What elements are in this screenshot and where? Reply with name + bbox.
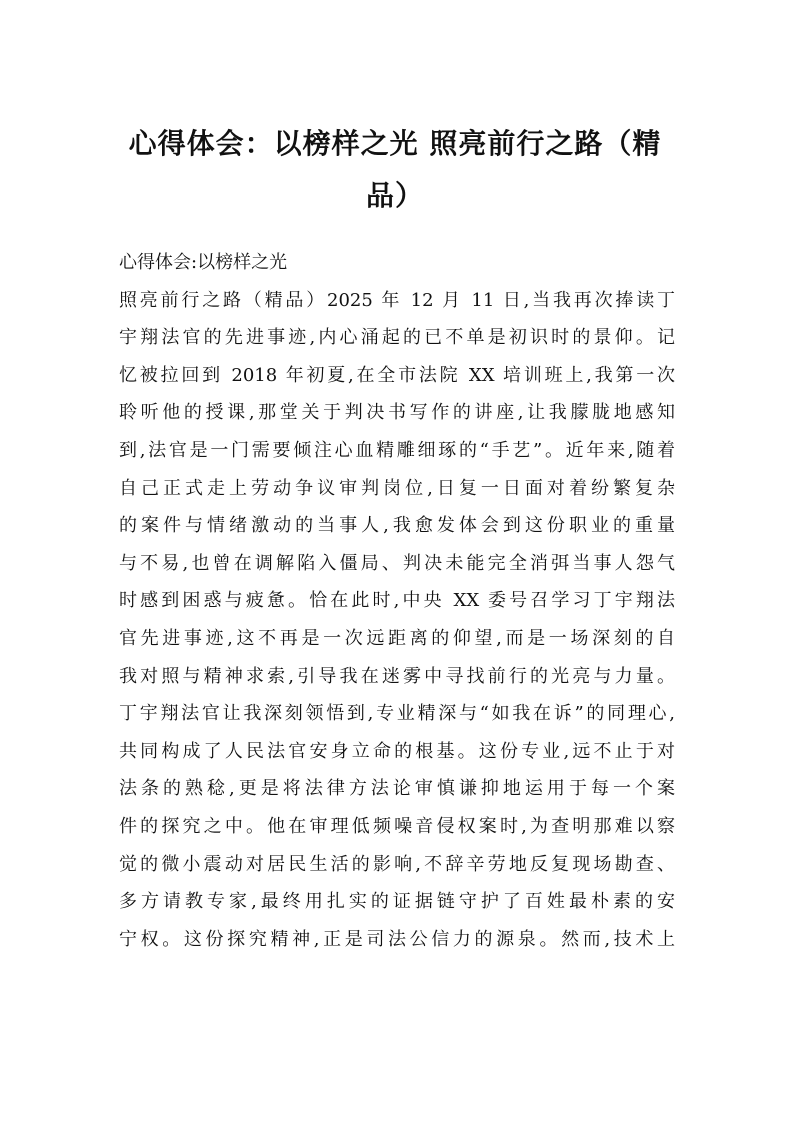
- body-line: 宁权。这份探究精神,正是司法公信力的源泉。然而,技术上: [119, 928, 675, 950]
- body-line: 心得体会:以榜样之光: [119, 252, 288, 273]
- body-line: 聆听他的授课,那堂关于判决书写作的讲座,让我朦胧地感知: [119, 402, 675, 424]
- body-line: 到,法官是一门需要倾注心血精雕细琢的“手艺”。近年来,随着: [119, 439, 675, 461]
- document-body: [119, 244, 675, 958]
- body-line: 共同构成了人民法官安身立命的根基。这份专业,远不止于对: [119, 740, 675, 762]
- body-line: 觉的微小震动对居民生活的影响,不辞辛劳地反复现场勘查、: [119, 853, 675, 875]
- document-title: 心得体会：以榜样之光 照亮前行之路（精品）: [128, 127, 662, 212]
- body-line: 官先进事迹,这不再是一次远距离的仰望,而是一场深刻的自: [119, 627, 675, 649]
- body-line: 自己正式走上劳动争议审判岗位,日复一日面对着纷繁复杂: [119, 477, 675, 499]
- body-line: 忆被拉回到 2018 年初夏,在全市法院 XX 培训班上,我第一次: [119, 364, 675, 386]
- body-line: 照亮前行之路（精品）2025 年 12 月 11 日,当我再次捧读丁: [119, 289, 675, 311]
- body-line: 件的探究之中。他在审理低频噪音侵权案时,为查明那难以察: [119, 815, 675, 837]
- body-line: 丁宇翔法官让我深刻领悟到,专业精深与“如我在诉”的同理心,: [119, 703, 675, 725]
- body-line: 我对照与精神求索,引导我在迷雾中寻找前行的光亮与力量。: [119, 665, 675, 687]
- body-line: 法条的熟稔,更是将法律方法论审慎谦抑地运用于每一个案: [119, 778, 675, 800]
- body-line: 宇翔法官的先进事迹,内心涌起的已不单是初识时的景仰。记: [119, 327, 675, 349]
- body-line: 多方请教专家,最终用扎实的证据链守护了百姓最朴素的安: [119, 891, 675, 913]
- body-line: 时感到困惑与疲惫。恰在此时,中央 XX 委号召学习丁宇翔法: [119, 590, 675, 612]
- body-line: 与不易,也曾在调解陷入僵局、判决未能完全消弭当事人怨气: [119, 552, 675, 574]
- body-line: 的案件与情绪激动的当事人,我愈发体会到这份职业的重量: [119, 515, 675, 537]
